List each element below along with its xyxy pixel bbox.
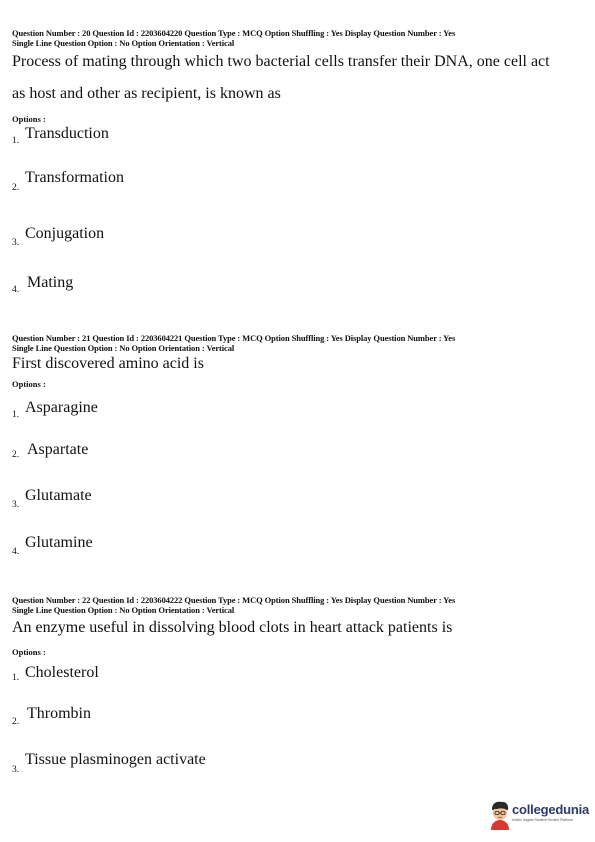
collegedunia-watermark: [488, 800, 588, 832]
option-text: Thrombin: [27, 705, 91, 722]
option-text: Transduction: [25, 125, 109, 142]
option-text: Tissue plasminogen activate: [25, 751, 206, 768]
brand-tagline: India's largest Student Review Platform: [512, 818, 573, 822]
option-number: 3.: [12, 765, 20, 775]
option-number: 2.: [12, 717, 20, 727]
option-number: 3.: [12, 500, 20, 510]
question-meta-line2: Single Line Question Option : No Option Orientation : Vertical: [12, 37, 235, 48]
question-meta-line2: Single Line Question Option : No Option Orientation : Vertical: [12, 342, 235, 353]
options-label: Options :: [12, 114, 46, 124]
question-21: [12, 334, 587, 391]
brand-name: collegedunia: [512, 802, 590, 817]
option-text: Transformation: [25, 169, 124, 186]
option-number: 1.: [12, 410, 20, 420]
question-20: [12, 29, 587, 126]
option-number: 4.: [12, 547, 20, 557]
question-text-line2: as host and other as recipient, is known as: [12, 85, 281, 102]
question-meta-line2: Single Line Question Option : No Option Orientation : Vertical: [12, 604, 235, 615]
option-text: Glutamine: [25, 534, 93, 551]
question-meta: Question Number : 22 Question Id : 2203604222 Question Type : MCQ Option Shuffling : Yes Display Question Number : Yes: [12, 595, 456, 605]
option-text: Aspartate: [27, 441, 89, 458]
option-number: 3.: [12, 238, 20, 248]
option-number: 2.: [12, 450, 20, 460]
option-number: 1.: [12, 673, 20, 683]
option-number: 2.: [12, 183, 20, 193]
option-text: Asparagine: [25, 399, 98, 416]
question-22: [12, 596, 587, 659]
question-meta: Question Number : 21 Question Id : 2203604221 Question Type : MCQ Option Shuffling : Yes Display Question Number : Yes: [12, 333, 456, 343]
option-number: 1.: [12, 136, 20, 146]
options-label: Options :: [12, 379, 46, 389]
question-text: First discovered amino acid is: [12, 355, 204, 372]
question-text: An enzyme useful in dissolving blood clots in heart attack patients is: [12, 619, 453, 636]
student-avatar-icon: [488, 800, 512, 830]
question-meta: Question Number : 20 Question Id : 2203604220 Question Type : MCQ Option Shuffling : Yes Display Question Number : Yes: [12, 28, 456, 38]
option-number: 4.: [12, 285, 20, 295]
question-text: Process of mating through which two bacterial cells transfer their DNA, one cell act: [12, 53, 550, 70]
option-text: Mating: [27, 274, 74, 291]
option-text: Cholesterol: [25, 664, 99, 681]
option-text: Conjugation: [25, 225, 105, 242]
option-text: Glutamate: [25, 487, 92, 504]
options-label: Options :: [12, 647, 46, 657]
